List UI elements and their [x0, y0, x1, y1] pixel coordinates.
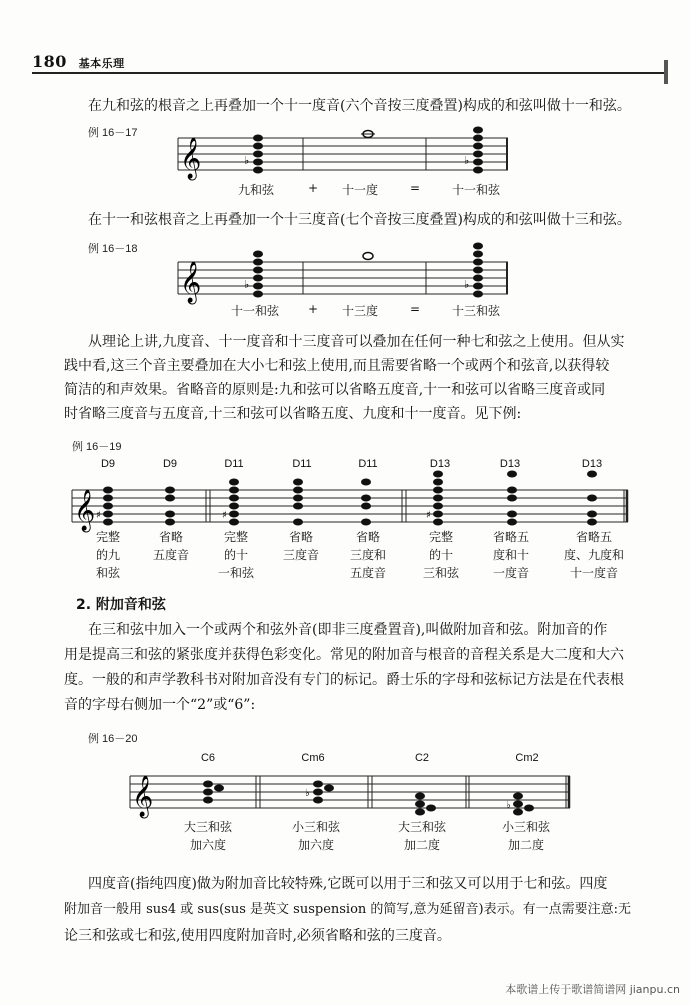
svg-text:♭: ♭	[305, 788, 310, 799]
chord-description: 小三和弦 加六度	[291, 820, 340, 852]
chord-name: Cm6	[301, 752, 325, 764]
treble-clef-icon: 𝄞	[132, 776, 154, 817]
caption: +	[307, 302, 319, 316]
chord-name: D13	[581, 458, 603, 470]
svg-text:♭: ♭	[244, 154, 250, 167]
chord-name: D11	[358, 458, 378, 470]
paragraph-theory-line: 践中看,这三个音主要叠加在大小七和弦上使用,而且需要省略一个或两个和弦音,以获得较	[64, 358, 610, 374]
chord-description: 省略 五度音	[152, 530, 189, 562]
paragraph-added-tone: 度。一般的和声学教科书对附加音没有专门的标记。爵士乐的字母和弦标记方法是在代表根	[64, 672, 624, 688]
music-staff-example-16-17	[178, 132, 510, 179]
svg-text:♭: ♭	[464, 278, 470, 291]
caption: =	[409, 302, 421, 316]
example-label: 例 16－18	[88, 243, 138, 255]
chord-description: 省略五 度、九度和 十一度音	[563, 530, 624, 580]
chord-description: 完整 的十 一和弦	[217, 530, 254, 580]
section-heading: 2. 附加音和弦	[76, 597, 166, 613]
paragraph-sus4: 四度音(指纯四度)做为附加音比较特殊,它既可以用于三和弦又可以用于七和弦。四度	[88, 876, 608, 892]
chord-description: 小三和弦 加二度	[501, 820, 550, 852]
chord-name: C2	[414, 752, 430, 764]
caption: =	[409, 181, 421, 195]
treble-clef-icon: 𝄞	[180, 262, 202, 303]
paragraph-thirteenth-chord: 在十一和弦根音之上再叠加一个十三度音(七个音按三度叠置)构成的和弦叫做十三和弦。	[88, 212, 631, 228]
caption: 十一和弦	[230, 304, 279, 318]
paragraph-sus4: 附加音一般用 sus4 或 sus(sus 是英文 suspension 的简写,意为延留音)表示。有一点需要注意:无	[64, 902, 631, 917]
chord-name: C6	[200, 752, 216, 764]
caption: 九和弦	[237, 183, 274, 197]
paragraph-theory-line: 简洁的和声效果。省略音的原则是:九和弦可以省略五度音,十一和弦可以省略三度音或同	[64, 382, 606, 398]
watermark: 本歌谱上传于歌谱简谱网 jianpu.cn	[505, 983, 680, 996]
treble-clef-icon: 𝄞	[180, 138, 202, 179]
svg-text:♯: ♯	[426, 510, 431, 521]
caption: 十一度	[341, 183, 378, 197]
paragraph-eleventh-chord: 在九和弦的根音之上再叠加一个十一度音(六个音按三度叠置)构成的和弦叫做十一和弦。	[88, 98, 631, 114]
paragraph-sus4: 论三和弦或七和弦,使用四度附加音时,必须省略和弦的三度音。	[64, 928, 451, 944]
chord-name: D13	[499, 458, 521, 470]
paragraph-added-tone: 音的字母右侧加一个“2”或“6”:	[64, 697, 256, 713]
chord-description: 大三和弦 加二度	[397, 820, 446, 852]
music-staff-example-16-19	[72, 484, 632, 531]
chord-description: 省略 三度和 五度音	[349, 530, 386, 580]
caption: 十一和弦	[451, 183, 500, 197]
chord-description: 大三和弦 加六度	[183, 820, 232, 852]
chord-name: D13	[429, 458, 451, 470]
paragraph-added-tone: 用是提高三和弦的紧张度并获得色彩变化。常见的附加音与根音的音程关系是大二度和大六	[64, 647, 624, 663]
chord-name: Cm2	[515, 752, 539, 764]
example-label: 例 16－17	[88, 127, 138, 139]
chord-name: D9	[100, 458, 116, 470]
svg-text:♯: ♯	[222, 510, 227, 521]
svg-text:♭: ♭	[506, 800, 511, 811]
music-staff-example-16-18	[178, 256, 510, 303]
page-number: 180	[32, 52, 67, 71]
paragraph-added-tone: 在三和弦中加入一个或两个和弦外音(即非三度叠置音),叫做附加音和弦。附加音的作	[88, 622, 608, 638]
music-staff-example-16-20	[130, 770, 572, 817]
svg-text:♭: ♭	[464, 154, 470, 167]
header-rule	[32, 72, 668, 74]
page-header	[32, 52, 125, 71]
chord-description: 完整 的十 三和弦	[422, 530, 459, 580]
header-rule-mark	[664, 60, 668, 84]
chord-name: D9	[162, 458, 178, 470]
example-label: 例 16－20	[88, 733, 138, 745]
chord-name: D11	[292, 458, 312, 470]
chord-description: 省略 三度音	[282, 530, 319, 562]
caption: 十三和弦	[451, 304, 500, 318]
paragraph-theory-line: 时省略三度音与五度音,十三和弦可以省略五度、九度和十一度音。见下例:	[64, 406, 522, 422]
caption: 十三度	[341, 304, 378, 318]
book-title: 基本乐理	[78, 57, 125, 70]
chord-description: 完整 的九 和弦	[95, 530, 120, 580]
chord-description: 省略五 度和十 一度音	[492, 530, 529, 580]
chord-name: D11	[224, 458, 244, 470]
paragraph-theory-line: 从理论上讲,九度音、十一度音和十三度音可以叠加在任何一种七和弦之上使用。但从实	[88, 334, 625, 350]
svg-text:♯: ♯	[96, 510, 101, 521]
treble-clef-icon: 𝄞	[74, 490, 96, 531]
example-label: 例 16－19	[72, 441, 122, 453]
svg-text:♭: ♭	[244, 278, 250, 291]
caption: +	[307, 181, 319, 195]
